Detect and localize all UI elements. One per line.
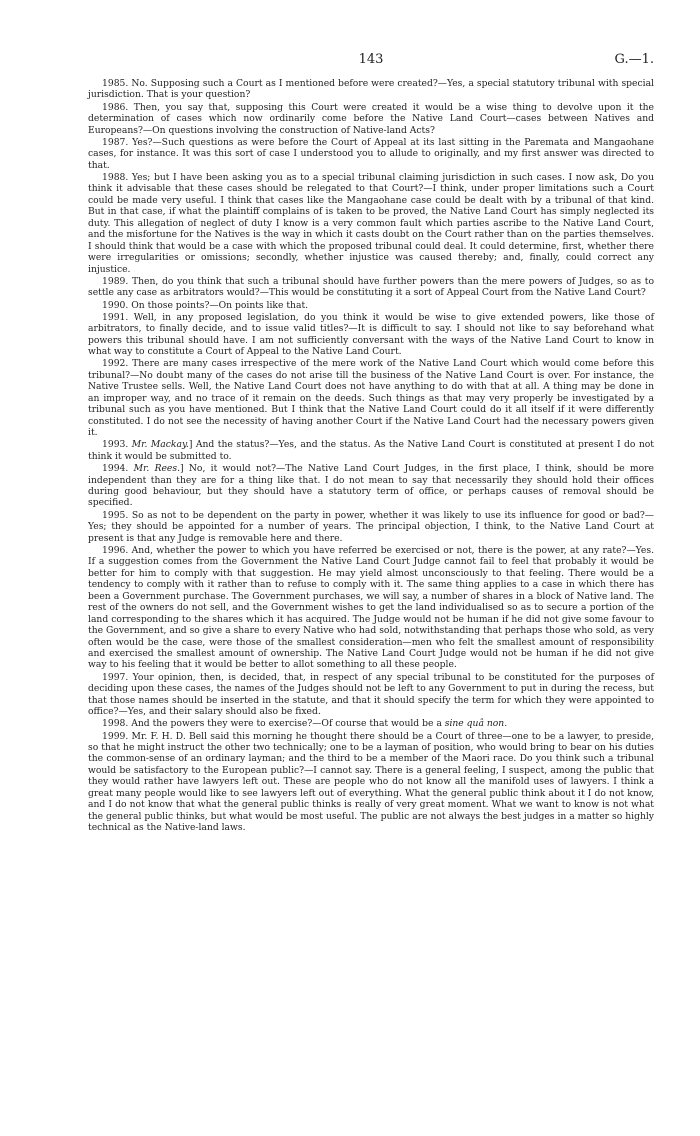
paragraph: 1993. Mr. Mackay.] And the status?—Yes, and the status. As the Native Land Court is constituted at present I do not think it would be submitted to. bbox=[88, 439, 655, 462]
paragraph: 1989. Then, do you think that such a tribunal should have further powers than the mere powers of Judges, so as to settle any case as arbitrators would?—This would be constituting it a sort of Appeal Court from the Native Land Court? bbox=[88, 275, 654, 299]
paragraph: 1992. There are many cases irrespective of the mere work of the Native Land Court which would come before this tribunal?—No doubt many of the cases do not arise till the business of the Native Land Court is over. For instance, the Native Trustee sells. Well, the Native Land Court does not have anything to do with that at all. A thing may be done in an improper way, and no trace of it remain on the deeds. Such things as that may very properly be investigated by a tribunal such as you have mentioned. But I think that the Native Land Court could do it all itself if it were differently constituted. I do not see the necessity of having another Court if the Native Land Court had the necessary powers given it. bbox=[88, 358, 654, 439]
document-page bbox=[88, 52, 654, 834]
paragraph: 1996. And, whether the power to which you have referred be exercised or not, there is the power, at any rate?—Yes. If a suggestion comes from the Government the Native Land Court Judge cannot fail to feel that probably it would be better for him to comply with that suggestion. He may yield almost unconsciously to that feeling. There would be a tendency to comply with it rather than to refuse to comply with it. The same thing applies to a case in which there has been a Government purchase. The Government purchases, we will say, a number of shares in a block of Native land. The rest of the owners do not sell, and the Government wishes to get the land individualised so as to secure a portion of the land corresponding to the shares which it has acquired. The Judge would not be human if he did not give some favour to the Government, and so give a share to every Native who had sold, notwithstanding that perhaps those who sold, as very often would be the case, were those of the smallest consideration—men who felt the smallest amount of responsibility and exercised the smallest amount of ownership. The Native Land Court Judge would not be human if he did not give way to his feeling that it would be better to allot something to all these people. bbox=[88, 544, 654, 671]
paragraph: 1994. Mr. Rees.] No, it would not?—The Native Land Court Judges, in the first place, I think, should be more independent than they are for a thing like that. I do not mean to say that necessarily they should hold their offices during good behaviour, but they should have a statutory term of office, or perhaps causes of removal should be specified. bbox=[88, 463, 654, 509]
document-body bbox=[88, 78, 654, 834]
paragraph: 1985. No. Supposing such a Court as I mentioned before were created?—Yes, a special statutory tribunal with special jurisdiction. That is your question? bbox=[88, 78, 654, 101]
paragraph: 1991. Well, in any proposed legislation, do you think it would be wise to give extended powers, like those of arbitrators, to finally decide, and to issue valid titles?—It is difficult to say. I should not like to say beforehand what powers this tribunal should have. I am not sufficiently conversant with the ways of the Native Land Court to know in what way to constitute a Court of Appeal to the Native Land Court. bbox=[88, 311, 654, 358]
document-reference: G.—1. bbox=[614, 52, 654, 67]
paragraph: 1990. On those points?—On points like that. bbox=[102, 299, 309, 311]
paragraph: 1995. So as not to be dependent on the party in power, whether it was likely to use its influence for good or bad?—Yes; they should be appointed for a number of years. The principal objection, I think, to the Native Land Court at present is that any Judge is removable here and there. bbox=[88, 509, 654, 544]
paragraph: 1986. Then, you say that, supposing this Court were created it would be a wise thing to devolve upon it the determination of cases which now ordinarily come before the Native Land Court—cases between Natives and Europeans?—On questions involving the construction of Native-land Acts? bbox=[88, 101, 654, 136]
paragraph: 1987. Yes?—Such questions as were before the Court of Appeal at its last sitting in the Paremata and Mangaohane cases, for instance. It was this sort of case I understood you to allude to originally, and my first answer was directed to that. bbox=[88, 136, 654, 171]
page-number: 143 bbox=[358, 52, 384, 67]
paragraph: 1998. And the powers they were to exercise?—Of course that would be a sine quâ non. bbox=[102, 718, 508, 730]
paragraph: 1997. Your opinion, then, is decided, that, in respect of any special tribunal to be constituted for the purposes of deciding upon these cases, the names of the Judges should not be left to any Government to put in during the recess, but that those names should be inserted in the statute, and that it should specify the term for which they were appointed to office?—Yes, and their salary should also be fixed. bbox=[88, 671, 654, 718]
paragraph: 1999. Mr. F. H. D. Bell said this morning he thought there should be a Court of three—one to be a lawyer, to preside, so that he might instruct the other two technically; one to be a layman of position, who would bring to bear on his duties the common-sense of an ordinary layman; and the third to be a member of the Maori race. Do you think such a tribunal would be satisfactory to the European public?—I cannot say. There is a general feeling, I suspect, among the public that they would rather have lawyers left out. These are people who do not know all the manifold uses of lawyers. I think a great many people would like to see lawyers left out of everything. What the general public think about it I do not know, and I do not know that what the general public thinks is really of very great moment. What we want to know is not what the general public thinks, but what would be most useful. The public are not always the best judges in a matter so highly technical as the Native-land laws. bbox=[88, 730, 654, 834]
page-header bbox=[88, 52, 654, 78]
paragraph: 1988. Yes; but I have been asking you as to a special tribunal claiming jurisdiction in such cases. I now ask, Do you think it advisable that these cases should be relegated to that Court?—I think, under proper limitations such a Court could be made very useful. I think that cases like the Mangaohane case could be dealt with by a tribunal of that kind. But in that case, if what the plaintiff complains of is taken to be proved, the Native Land Court has simply neglected its duty. This allegation of neglect of duty I know is a very common fault which parties ascribe to the Native Land Court, and the misfortune for the Natives is the way in which it casts doubt on the Court rather than on the parties themselves. I should think that would be a case with which the proposed tribunal could deal. It could determine, first, whether there were irregularities or omissions; secondly, whether injustice was caused thereby; and, finally, could correct any injustice. bbox=[88, 172, 654, 275]
